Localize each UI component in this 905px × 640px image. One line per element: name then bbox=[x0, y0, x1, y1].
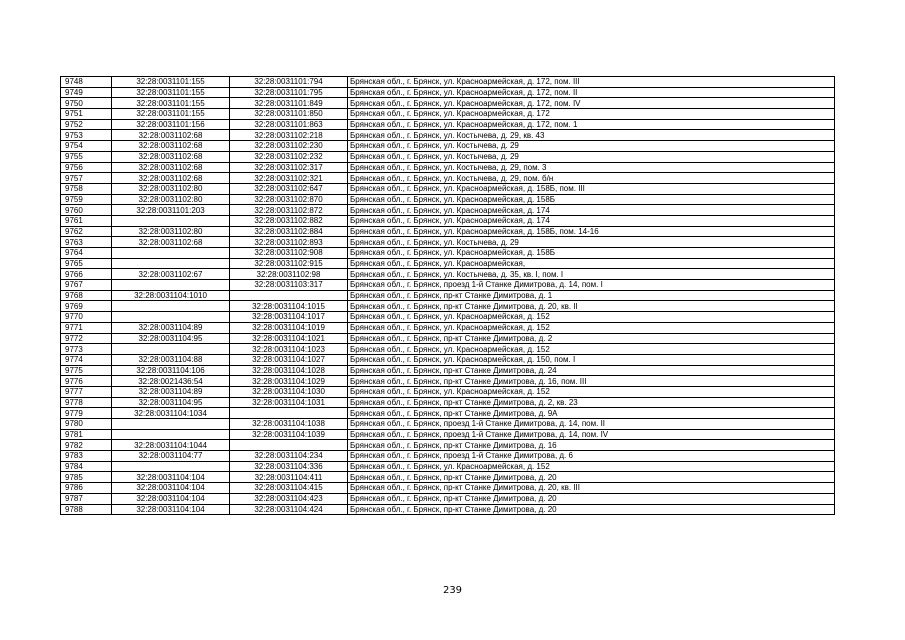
table-row bbox=[61, 130, 835, 141]
table-row bbox=[61, 258, 835, 269]
address-cell: Брянская обл., г. Брянск, проезд 1-й Станке Димитрова, д. 14, пом. II bbox=[348, 419, 835, 430]
table-row bbox=[61, 333, 835, 344]
parcel-number-cell: 32:28:0031104:106 bbox=[112, 365, 230, 376]
parcel-number-cell bbox=[112, 429, 230, 440]
parcel-number-cell bbox=[112, 301, 230, 312]
parcel-number-cell: 32:28:0031104:88 bbox=[112, 354, 230, 365]
table-row bbox=[61, 397, 835, 408]
parcel-number-cell: 32:28:0031104:104 bbox=[112, 493, 230, 504]
cadastral-number-cell: 32:28:0031101:863 bbox=[230, 119, 348, 130]
row-number-cell: 9748 bbox=[61, 77, 112, 88]
page-number: 239 bbox=[442, 585, 463, 596]
cadastral-number-cell: 32:28:0031102:882 bbox=[230, 215, 348, 226]
row-number-cell: 9778 bbox=[61, 397, 112, 408]
parcel-number-cell: 32:28:0031104:77 bbox=[112, 451, 230, 462]
parcel-number-cell: 32:28:0031102:80 bbox=[112, 194, 230, 205]
address-cell: Брянская обл., г. Брянск, ул. Красноармейская, д. 158Б, пом. III bbox=[348, 183, 835, 194]
row-number-cell: 9762 bbox=[61, 226, 112, 237]
cadastral-number-cell: 32:28:0031102:893 bbox=[230, 237, 348, 248]
row-number-cell: 9763 bbox=[61, 237, 112, 248]
cadastral-number-cell: 32:28:0031104:336 bbox=[230, 461, 348, 472]
parcel-number-cell: 32:28:0031101:155 bbox=[112, 87, 230, 98]
table-row bbox=[61, 504, 835, 515]
table-row bbox=[61, 461, 835, 472]
cadastral-number-cell: 32:28:0031104:1029 bbox=[230, 376, 348, 387]
address-cell: Брянская обл., г. Брянск, пр-кт Станке Димитрова, д. 24 bbox=[348, 365, 835, 376]
cadastral-number-cell: 32:28:0031103:317 bbox=[230, 280, 348, 291]
cadastral-number-cell: 32:28:0031101:794 bbox=[230, 77, 348, 88]
address-cell: Брянская обл., г. Брянск, ул. Костычева, д. 29 bbox=[348, 141, 835, 152]
parcel-number-cell: 32:28:0031101:156 bbox=[112, 119, 230, 130]
cadastral-number-cell: 32:28:0031102:872 bbox=[230, 205, 348, 216]
table-row bbox=[61, 322, 835, 333]
table-row bbox=[61, 141, 835, 152]
cadastral-number-cell: 32:28:0031102:870 bbox=[230, 194, 348, 205]
address-cell: Брянская обл., г. Брянск, пр-кт Станке Димитрова, д. 20 bbox=[348, 493, 835, 504]
table-row bbox=[61, 173, 835, 184]
cadastral-number-cell: 32:28:0031104:424 bbox=[230, 504, 348, 515]
address-cell: Брянская обл., г. Брянск, пр-кт Станке Димитрова, д. 20 bbox=[348, 472, 835, 483]
address-cell: Брянская обл., г. Брянск, пр-кт Станке Димитрова, д. 20 bbox=[348, 504, 835, 515]
row-number-cell: 9776 bbox=[61, 376, 112, 387]
registry-table-body bbox=[61, 77, 835, 515]
table-row bbox=[61, 290, 835, 301]
address-cell: Брянская обл., г. Брянск, ул. Костычева, д. 29, пом. б/н bbox=[348, 173, 835, 184]
row-number-cell: 9781 bbox=[61, 429, 112, 440]
address-cell: Брянская обл., г. Брянск, ул. Костычева, д. 29 bbox=[348, 151, 835, 162]
row-number-cell: 9775 bbox=[61, 365, 112, 376]
row-number-cell: 9757 bbox=[61, 173, 112, 184]
table-row bbox=[61, 493, 835, 504]
parcel-number-cell: 32:28:0031101:203 bbox=[112, 205, 230, 216]
cadastral-number-cell: 32:28:0031101:850 bbox=[230, 109, 348, 120]
row-number-cell: 9752 bbox=[61, 119, 112, 130]
table-row bbox=[61, 215, 835, 226]
row-number-cell: 9773 bbox=[61, 344, 112, 355]
table-row bbox=[61, 183, 835, 194]
parcel-number-cell: 32:28:0031102:80 bbox=[112, 226, 230, 237]
cadastral-number-cell: 32:28:0031104:1015 bbox=[230, 301, 348, 312]
cadastral-number-cell: 32:28:0031104:1028 bbox=[230, 365, 348, 376]
parcel-number-cell bbox=[112, 280, 230, 291]
row-number-cell: 9780 bbox=[61, 419, 112, 430]
table-row bbox=[61, 408, 835, 419]
row-number-cell: 9761 bbox=[61, 215, 112, 226]
row-number-cell: 9754 bbox=[61, 141, 112, 152]
row-number-cell: 9779 bbox=[61, 408, 112, 419]
cadastral-number-cell: 32:28:0031104:1019 bbox=[230, 322, 348, 333]
address-cell: Брянская обл., г. Брянск, пр-кт Станке Димитрова, д. 1 bbox=[348, 290, 835, 301]
address-cell: Брянская обл., г. Брянск, пр-кт Станке Димитрова, д. 2 bbox=[348, 333, 835, 344]
cadastral-number-cell: 32:28:0031104:1017 bbox=[230, 312, 348, 323]
table-row bbox=[61, 151, 835, 162]
table-row bbox=[61, 109, 835, 120]
parcel-number-cell bbox=[112, 344, 230, 355]
cadastral-number-cell: 32:28:0031102:218 bbox=[230, 130, 348, 141]
table-row bbox=[61, 162, 835, 173]
table-row bbox=[61, 419, 835, 430]
row-number-cell: 9788 bbox=[61, 504, 112, 515]
parcel-number-cell: 32:28:0031104:104 bbox=[112, 504, 230, 515]
parcel-number-cell bbox=[112, 215, 230, 226]
table-row bbox=[61, 237, 835, 248]
address-cell: Брянская обл., г. Брянск, ул. Красноармейская, д. 158Б bbox=[348, 194, 835, 205]
table-row bbox=[61, 248, 835, 259]
address-cell: Брянская обл., г. Брянск, ул. Красноармейская, д. 174 bbox=[348, 215, 835, 226]
parcel-number-cell: 32:28:0031104:104 bbox=[112, 472, 230, 483]
table-row bbox=[61, 483, 835, 494]
cadastral-number-cell: 32:28:0031104:234 bbox=[230, 451, 348, 462]
address-cell: Брянская обл., г. Брянск, ул. Красноармейская, д. 174 bbox=[348, 205, 835, 216]
parcel-number-cell: 32:28:0031102:68 bbox=[112, 162, 230, 173]
parcel-number-cell: 32:28:0031104:1044 bbox=[112, 440, 230, 451]
row-number-cell: 9782 bbox=[61, 440, 112, 451]
table-row bbox=[61, 280, 835, 291]
table-row bbox=[61, 472, 835, 483]
address-cell: Брянская обл., г. Брянск, ул. Красноармейская, bbox=[348, 258, 835, 269]
row-number-cell: 9750 bbox=[61, 98, 112, 109]
parcel-number-cell: 32:28:0031102:68 bbox=[112, 237, 230, 248]
address-cell: Брянская обл., г. Брянск, пр-кт Станке Димитрова, д. 16 bbox=[348, 440, 835, 451]
row-number-cell: 9766 bbox=[61, 269, 112, 280]
cadastral-number-cell: 32:28:0031102:230 bbox=[230, 141, 348, 152]
address-cell: Брянская обл., г. Брянск, ул. Красноармейская, д. 152 bbox=[348, 344, 835, 355]
table-row bbox=[61, 429, 835, 440]
row-number-cell: 9759 bbox=[61, 194, 112, 205]
cadastral-number-cell: 32:28:0031102:98 bbox=[230, 269, 348, 280]
address-cell: Брянская обл., г. Брянск, ул. Красноармейская, д. 158Б bbox=[348, 248, 835, 259]
parcel-number-cell bbox=[112, 258, 230, 269]
parcel-number-cell: 32:28:0031104:89 bbox=[112, 386, 230, 397]
parcel-number-cell: 32:28:0031104:89 bbox=[112, 322, 230, 333]
row-number-cell: 9771 bbox=[61, 322, 112, 333]
cadastral-number-cell: 32:28:0031101:849 bbox=[230, 98, 348, 109]
table-row bbox=[61, 344, 835, 355]
row-number-cell: 9749 bbox=[61, 87, 112, 98]
address-cell: Брянская обл., г. Брянск, ул. Красноармейская, д. 152 bbox=[348, 312, 835, 323]
cadastral-number-cell bbox=[230, 290, 348, 301]
cadastral-number-cell: 32:28:0031104:1021 bbox=[230, 333, 348, 344]
address-cell: Брянская обл., г. Брянск, проезд 1-й Станке Димитрова, д. 14, пом. IV bbox=[348, 429, 835, 440]
row-number-cell: 9770 bbox=[61, 312, 112, 323]
table-row bbox=[61, 301, 835, 312]
table-row bbox=[61, 87, 835, 98]
cadastral-number-cell: 32:28:0031102:321 bbox=[230, 173, 348, 184]
cadastral-number-cell: 32:28:0031104:411 bbox=[230, 472, 348, 483]
cadastral-number-cell: 32:28:0031104:1031 bbox=[230, 397, 348, 408]
address-cell: Брянская обл., г. Брянск, проезд 1-й Станке Димитрова, д. 14, пом. I bbox=[348, 280, 835, 291]
address-cell: Брянская обл., г. Брянск, ул. Красноармейская, д. 172, пом. II bbox=[348, 87, 835, 98]
address-cell: Брянская обл., г. Брянск, ул. Костычева, д. 35, кв. I, пом. I bbox=[348, 269, 835, 280]
row-number-cell: 9764 bbox=[61, 248, 112, 259]
address-cell: Брянская обл., г. Брянск, ул. Костычева, д. 29, пом. 3 bbox=[348, 162, 835, 173]
address-cell: Брянская обл., г. Брянск, ул. Красноармейская, д. 152 bbox=[348, 461, 835, 472]
table-row bbox=[61, 77, 835, 88]
row-number-cell: 9784 bbox=[61, 461, 112, 472]
row-number-cell: 9786 bbox=[61, 483, 112, 494]
address-cell: Брянская обл., г. Брянск, пр-кт Станке Димитрова, д. 9А bbox=[348, 408, 835, 419]
parcel-number-cell: 32:28:0031101:155 bbox=[112, 98, 230, 109]
cadastral-number-cell: 32:28:0031104:1038 bbox=[230, 419, 348, 430]
cadastral-number-cell: 32:28:0031102:317 bbox=[230, 162, 348, 173]
parcel-number-cell: 32:28:0031101:155 bbox=[112, 77, 230, 88]
cadastral-number-cell: 32:28:0031104:1023 bbox=[230, 344, 348, 355]
parcel-number-cell: 32:28:0031102:67 bbox=[112, 269, 230, 280]
cadastral-number-cell: 32:28:0031101:795 bbox=[230, 87, 348, 98]
address-cell: Брянская обл., г. Брянск, пр-кт Станке Димитрова, д. 20, кв. III bbox=[348, 483, 835, 494]
address-cell: Брянская обл., г. Брянск, ул. Красноармейская, д. 172 bbox=[348, 109, 835, 120]
row-number-cell: 9783 bbox=[61, 451, 112, 462]
table-row bbox=[61, 440, 835, 451]
address-cell: Брянская обл., г. Брянск, пр-кт Станке Димитрова, д. 2, кв. 23 bbox=[348, 397, 835, 408]
parcel-number-cell: 32:28:0031102:68 bbox=[112, 151, 230, 162]
table-row bbox=[61, 451, 835, 462]
parcel-number-cell: 32:28:0031102:80 bbox=[112, 183, 230, 194]
row-number-cell: 9768 bbox=[61, 290, 112, 301]
cadastral-number-cell: 32:28:0031104:1030 bbox=[230, 386, 348, 397]
parcel-number-cell: 32:28:0031102:68 bbox=[112, 141, 230, 152]
cadastral-number-cell: 32:28:0031104:1027 bbox=[230, 354, 348, 365]
address-cell: Брянская обл., г. Брянск, пр-кт Станке Димитрова, д. 16, пом. III bbox=[348, 376, 835, 387]
cadastral-number-cell: 32:28:0031102:232 bbox=[230, 151, 348, 162]
table-row bbox=[61, 312, 835, 323]
table-row bbox=[61, 119, 835, 130]
row-number-cell: 9760 bbox=[61, 205, 112, 216]
address-cell: Брянская обл., г. Брянск, пр-кт Станке Димитрова, д. 20, кв. II bbox=[348, 301, 835, 312]
parcel-number-cell: 32:28:0031104:95 bbox=[112, 333, 230, 344]
address-cell: Брянская обл., г. Брянск, ул. Красноармейская, д. 172, пом. III bbox=[348, 77, 835, 88]
row-number-cell: 9777 bbox=[61, 386, 112, 397]
row-number-cell: 9785 bbox=[61, 472, 112, 483]
row-number-cell: 9758 bbox=[61, 183, 112, 194]
address-cell: Брянская обл., г. Брянск, ул. Красноармейская, д. 158Б, пом. 14-16 bbox=[348, 226, 835, 237]
cadastral-number-cell: 32:28:0031104:423 bbox=[230, 493, 348, 504]
parcel-number-cell: 32:28:0031104:104 bbox=[112, 483, 230, 494]
parcel-number-cell: 32:28:0031102:68 bbox=[112, 130, 230, 141]
row-number-cell: 9755 bbox=[61, 151, 112, 162]
parcel-number-cell bbox=[112, 461, 230, 472]
parcel-number-cell: 32:28:0021436:54 bbox=[112, 376, 230, 387]
table-row bbox=[61, 354, 835, 365]
parcel-number-cell bbox=[112, 312, 230, 323]
address-cell: Брянская обл., г. Брянск, проезд 1-й Станке Димитрова, д. 6 bbox=[348, 451, 835, 462]
row-number-cell: 9765 bbox=[61, 258, 112, 269]
parcel-number-cell: 32:28:0031104:95 bbox=[112, 397, 230, 408]
table-row bbox=[61, 194, 835, 205]
address-cell: Брянская обл., г. Брянск, ул. Костычева, д. 29, кв. 43 bbox=[348, 130, 835, 141]
row-number-cell: 9787 bbox=[61, 493, 112, 504]
table-row bbox=[61, 226, 835, 237]
registry-table bbox=[60, 76, 835, 515]
table-row bbox=[61, 376, 835, 387]
row-number-cell: 9772 bbox=[61, 333, 112, 344]
parcel-number-cell: 32:28:0031104:1034 bbox=[112, 408, 230, 419]
cadastral-number-cell bbox=[230, 440, 348, 451]
address-cell: Брянская обл., г. Брянск, ул. Красноармейская, д. 172, пом. 1 bbox=[348, 119, 835, 130]
address-cell: Брянская обл., г. Брянск, ул. Красноармейская, д. 172, пом. IV bbox=[348, 98, 835, 109]
cadastral-number-cell: 32:28:0031102:915 bbox=[230, 258, 348, 269]
parcel-number-cell bbox=[112, 419, 230, 430]
table-row bbox=[61, 386, 835, 397]
table-row bbox=[61, 98, 835, 109]
row-number-cell: 9756 bbox=[61, 162, 112, 173]
address-cell: Брянская обл., г. Брянск, ул. Красноармейская, д. 152 bbox=[348, 386, 835, 397]
cadastral-number-cell: 32:28:0031102:647 bbox=[230, 183, 348, 194]
parcel-number-cell: 32:28:0031102:68 bbox=[112, 173, 230, 184]
parcel-number-cell: 32:28:0031101:155 bbox=[112, 109, 230, 120]
table-row bbox=[61, 269, 835, 280]
parcel-number-cell: 32:28:0031104:1010 bbox=[112, 290, 230, 301]
row-number-cell: 9753 bbox=[61, 130, 112, 141]
cadastral-number-cell: 32:28:0031102:884 bbox=[230, 226, 348, 237]
row-number-cell: 9767 bbox=[61, 280, 112, 291]
table-row bbox=[61, 205, 835, 216]
parcel-number-cell bbox=[112, 248, 230, 259]
cadastral-number-cell: 32:28:0031102:908 bbox=[230, 248, 348, 259]
cadastral-number-cell bbox=[230, 408, 348, 419]
address-cell: Брянская обл., г. Брянск, ул. Красноармейская, д. 152 bbox=[348, 322, 835, 333]
row-number-cell: 9774 bbox=[61, 354, 112, 365]
table-row bbox=[61, 365, 835, 376]
row-number-cell: 9769 bbox=[61, 301, 112, 312]
address-cell: Брянская обл., г. Брянск, ул. Костычева, д. 29 bbox=[348, 237, 835, 248]
address-cell: Брянская обл., г. Брянск, ул. Красноармейская, д. 150, пом. I bbox=[348, 354, 835, 365]
cadastral-number-cell: 32:28:0031104:1039 bbox=[230, 429, 348, 440]
row-number-cell: 9751 bbox=[61, 109, 112, 120]
cadastral-number-cell: 32:28:0031104:415 bbox=[230, 483, 348, 494]
